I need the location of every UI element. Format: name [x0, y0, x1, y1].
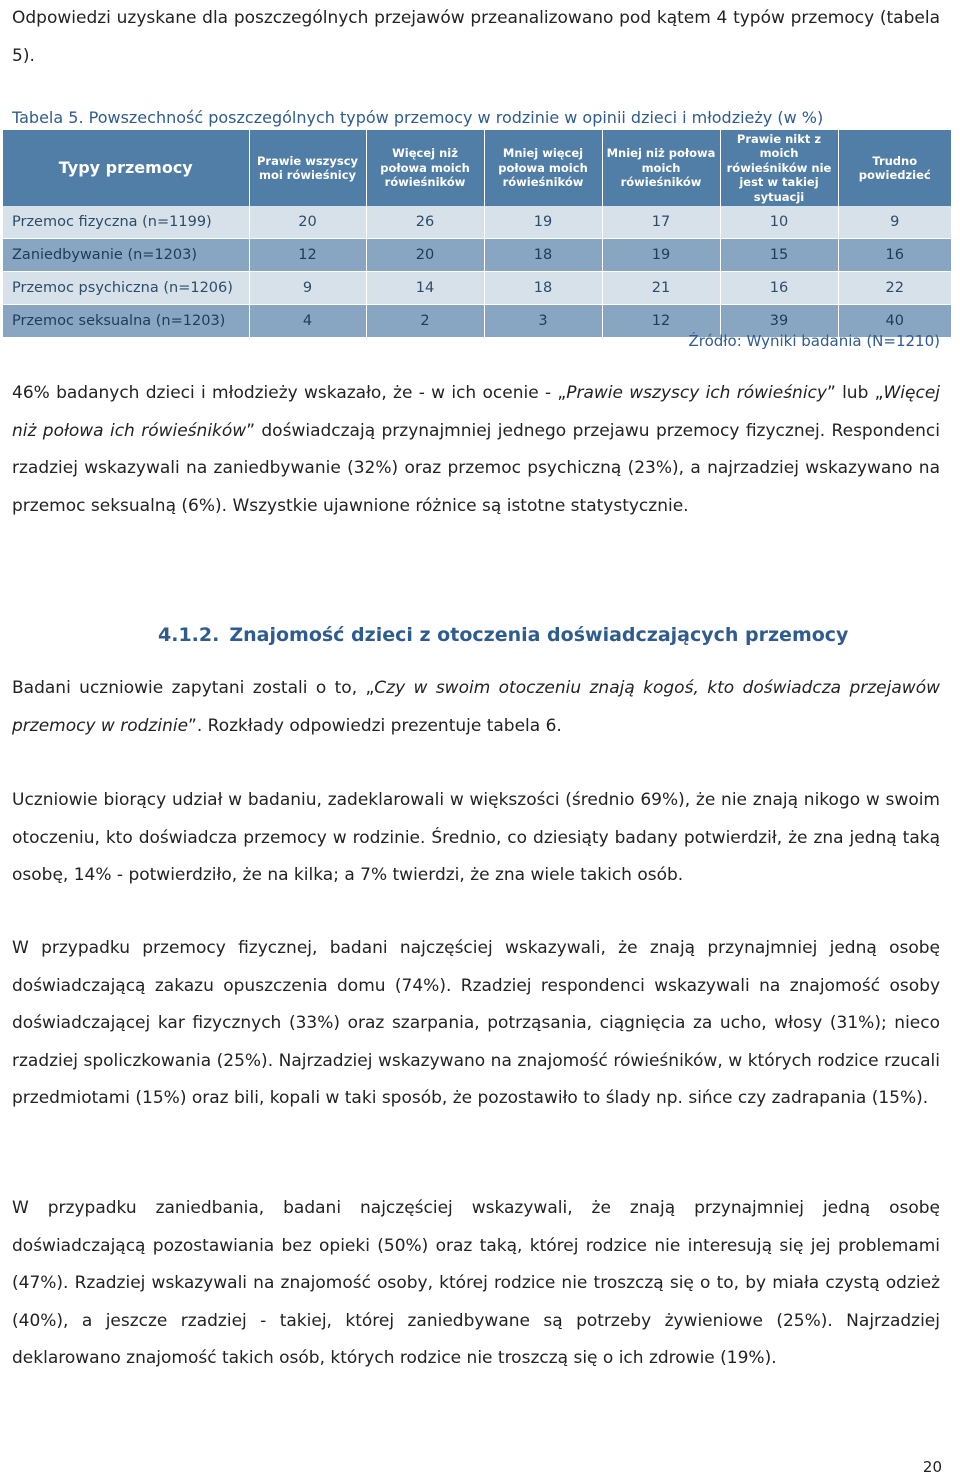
violence-table: [3, 130, 951, 338]
paragraph-question: [12, 670, 940, 745]
paragraph-neglect-details: W przypadku zaniedbania, badani najczęściej wskazywali, że znają przynajmniej jedną osobę doświadczającą pozostawiania bez opieki (50%) oraz taką, której rodzice nie interesują się jej problemami (47%). Rzadziej wskazywali na znajomość osoby, której rodzice nie troszczą się o to, by miała czystą odzież (40%), a jeszcze rzadziej - takiej, której zaniedbywane są potrzeby żywieniowe (25%). Najrzadziej deklarowano znajomość takich osób, których rodzice nie troszczą się o ich zdrowie (19%).: [12, 1198, 940, 1368]
table-header-cell: Więcej niż połowa moich rówieśników: [366, 130, 484, 206]
para1-text-e: ” doświadczają przynajmniej jednego przejawu przemocy fizycznej. Respondenci rzadziej wskazywali na zaniedbywanie (32%) oraz przemoc psychiczną (23%), a najrzadziej wskazywano na przemoc seksualną (6%). Wszystkie ujawnione różnice są istotne statystycznie.: [12, 420, 940, 516]
section-number: 4.1.2.: [158, 624, 220, 646]
paragraph-physical-details: W przypadku przemocy fizycznej, badani najczęściej wskazywali, że znają przynajmniej jedną osobę doświadczającą zakazu opuszczenia domu (74%). Rzadziej respondenci wskazywali na znajomość osoby doświadczającej kar fizycznych (33%) oraz szarpania, potrząsania, ciągnięcia za ucho, włosy (31%); nieco rzadziej spoliczkowania (25%). Najrzadziej wskazywano na znajomość rówieśników, w których rodzice rzucali przedmiotami (15%) oraz bili, kopali w taki sposób, że pozostawiło to ślady np. sińce czy zadrapania (15%).: [12, 938, 940, 1108]
table-cell: Przemoc seksualna (n=1203): [3, 305, 249, 338]
table-cell: 18: [484, 272, 602, 305]
intro-paragraph: Odpowiedzi uzyskane dla poszczególnych przejawów przeanalizowano pod kątem 4 typów przemocy (tabela 5).: [12, 8, 940, 66]
table-cell: 40: [838, 305, 951, 338]
table-cell: 15: [720, 239, 838, 272]
table-caption: Tabela 5. Powszechność poszczególnych typów przemocy w rodzinie w opinii dzieci i młodzieży (w %): [12, 108, 824, 127]
table-header-cell: Typy przemocy: [3, 130, 249, 206]
paragraph-physical-violence-summary: [12, 375, 940, 525]
table-header-cell: Prawie wszyscy moi rówieśnicy: [249, 130, 366, 206]
section-heading: [158, 624, 848, 646]
para1-quote-2: Więcej niż połowa ich rówieśników: [12, 383, 941, 441]
table-row: [3, 206, 951, 239]
table-cell: 39: [720, 305, 838, 338]
table-cell: 20: [366, 239, 484, 272]
table-cell: Zaniedbywanie (n=1203): [3, 239, 249, 272]
para1-text-a: 46% badanych dzieci i młodzieży wskazało, że - w ich ocenie - „: [12, 383, 567, 403]
table-row: [3, 272, 951, 305]
table-row: [3, 239, 951, 272]
table-cell: 19: [484, 206, 602, 239]
para1-text-c: ” lub „: [826, 383, 884, 403]
table-cell: 22: [838, 272, 951, 305]
table-cell: 2: [366, 305, 484, 338]
table-header-row: [3, 130, 951, 206]
para1-quote-1: Prawie wszyscy ich rówieśnicy: [566, 383, 827, 403]
table-cell: 9: [249, 272, 366, 305]
table-source: Źródło: Wyniki badania (N=1210): [688, 332, 940, 350]
table-cell: 16: [720, 272, 838, 305]
table-cell: Przemoc fizyczna (n=1199): [3, 206, 249, 239]
table-cell: 17: [602, 206, 720, 239]
table-header-cell: Mniej niż połowa moich rówieśników: [602, 130, 720, 206]
table-cell: 18: [484, 239, 602, 272]
table-cell: 20: [249, 206, 366, 239]
para2-text-c: ”. Rozkłady odpowiedzi prezentuje tabela 6.: [188, 715, 562, 736]
table-header-cell: Prawie nikt z moich rówieśników nie jest w takiej sytuacji: [720, 130, 838, 206]
table-cell: 14: [366, 272, 484, 305]
table-cell: Przemoc psychiczna (n=1206): [3, 272, 249, 305]
table-cell: 21: [602, 272, 720, 305]
table-header-cell: Trudno powiedzieć: [838, 130, 951, 206]
para2-question: Czy w swoim otoczeniu znają kogoś, kto doświadcza przejawów przemocy w rodzinie: [12, 678, 940, 736]
table-cell: 16: [838, 239, 951, 272]
page-number: 20: [922, 1458, 942, 1476]
table-cell: 4: [249, 305, 366, 338]
table-cell: 3: [484, 305, 602, 338]
table-cell: 10: [720, 206, 838, 239]
table-cell: 9: [838, 206, 951, 239]
section-title: Znajomość dzieci z otoczenia doświadczających przemocy: [229, 624, 849, 646]
table-cell: 26: [366, 206, 484, 239]
table-cell: 12: [602, 305, 720, 338]
table-header-cell: Mniej więcej połowa moich rówieśników: [484, 130, 602, 206]
table-cell: 19: [602, 239, 720, 272]
para2-text-a: Badani uczniowie zapytani zostali o to, „: [12, 678, 375, 698]
table-cell: 12: [249, 239, 366, 272]
paragraph-knowing-others: Uczniowie biorący udział w badaniu, zadeklarowali w większości (średnio 69%), że nie znają nikogo w swoim otoczeniu, kto doświadcza przemocy w rodzinie. Średnio, co dziesiąty badany potwierdził, że zna jedną taką osobę, 14% - potwierdziło, że na kilka; a 7% twierdzi, że zna wiele takich osób.: [12, 790, 940, 885]
